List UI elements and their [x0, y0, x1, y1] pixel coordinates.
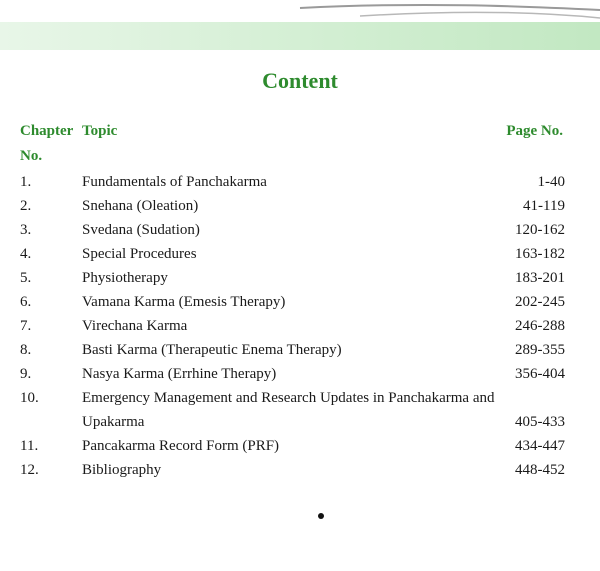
toc-row: [20, 194, 565, 218]
chapter-topic: Pancakarma Record Form (PRF): [82, 438, 280, 454]
column-header-chapter-no: No.: [20, 148, 43, 164]
toc-row: [20, 266, 565, 290]
chapter-number: 1.: [20, 174, 32, 190]
column-header-topic: Topic: [82, 123, 118, 139]
page-range: 41-119: [523, 198, 565, 214]
page-range: 120-162: [515, 222, 565, 238]
toc-row: [20, 242, 565, 266]
header-decoration: [0, 0, 600, 52]
page-range: 1-40: [537, 174, 565, 190]
page-range: 202-245: [515, 294, 565, 310]
chapter-number: 7.: [20, 318, 32, 334]
column-header-page: Page No.: [506, 123, 563, 139]
chapter-number: 9.: [20, 366, 32, 382]
chapter-number: 6.: [20, 294, 32, 310]
page-range: 289-355: [515, 342, 565, 358]
column-header-chapter: Chapter: [20, 123, 74, 139]
chapter-topic: Basti Karma (Therapeutic Enema Therapy): [82, 342, 342, 358]
page-range: 356-404: [515, 366, 565, 382]
page-range: 183-201: [515, 270, 565, 286]
chapter-topic: Virechana Karma: [82, 318, 188, 334]
chapter-number: 11.: [20, 438, 39, 454]
chapter-number: 8.: [20, 342, 32, 358]
toc-row: [20, 290, 565, 314]
toc-row: [20, 386, 565, 434]
chapter-topic: Physiotherapy: [82, 270, 168, 286]
page-range: 246-288: [515, 318, 565, 334]
chapter-topic: Fundamentals of Panchakarma: [82, 174, 267, 190]
toc-row: [20, 434, 565, 458]
toc-row: [20, 458, 565, 482]
chapter-number: 10.: [20, 390, 39, 406]
chapter-number: 2.: [20, 198, 32, 214]
table-of-contents: [20, 170, 565, 482]
chapter-topic: Vamana Karma (Emesis Therapy): [82, 294, 286, 310]
chapter-topic: Nasya Karma (Errhine Therapy): [82, 366, 277, 382]
chapter-number: 12.: [20, 462, 39, 478]
toc-row: [20, 362, 565, 386]
page-range: 448-452: [515, 462, 565, 478]
chapter-topic: Bibliography: [82, 462, 162, 478]
chapter-number: 4.: [20, 246, 32, 262]
chapter-topic: Emergency Management and Research Updates in Panchakarma and Upakarma: [82, 390, 495, 430]
chapter-number: 3.: [20, 222, 32, 238]
page-title: Content: [262, 68, 338, 93]
toc-row: [20, 218, 565, 242]
page-range: 434-447: [515, 438, 565, 454]
chapter-topic: Svedana (Sudation): [82, 222, 200, 238]
chapter-number: 5.: [20, 270, 32, 286]
toc-row: [20, 338, 565, 362]
bullet-dot: [318, 513, 324, 519]
chapter-topic: Snehana (Oleation): [82, 198, 199, 214]
toc-row: [20, 314, 565, 338]
page-range: 163-182: [515, 246, 565, 262]
toc-row: [20, 170, 565, 194]
page-range: 405-433: [515, 414, 565, 430]
chapter-topic: Special Procedures: [82, 246, 197, 262]
